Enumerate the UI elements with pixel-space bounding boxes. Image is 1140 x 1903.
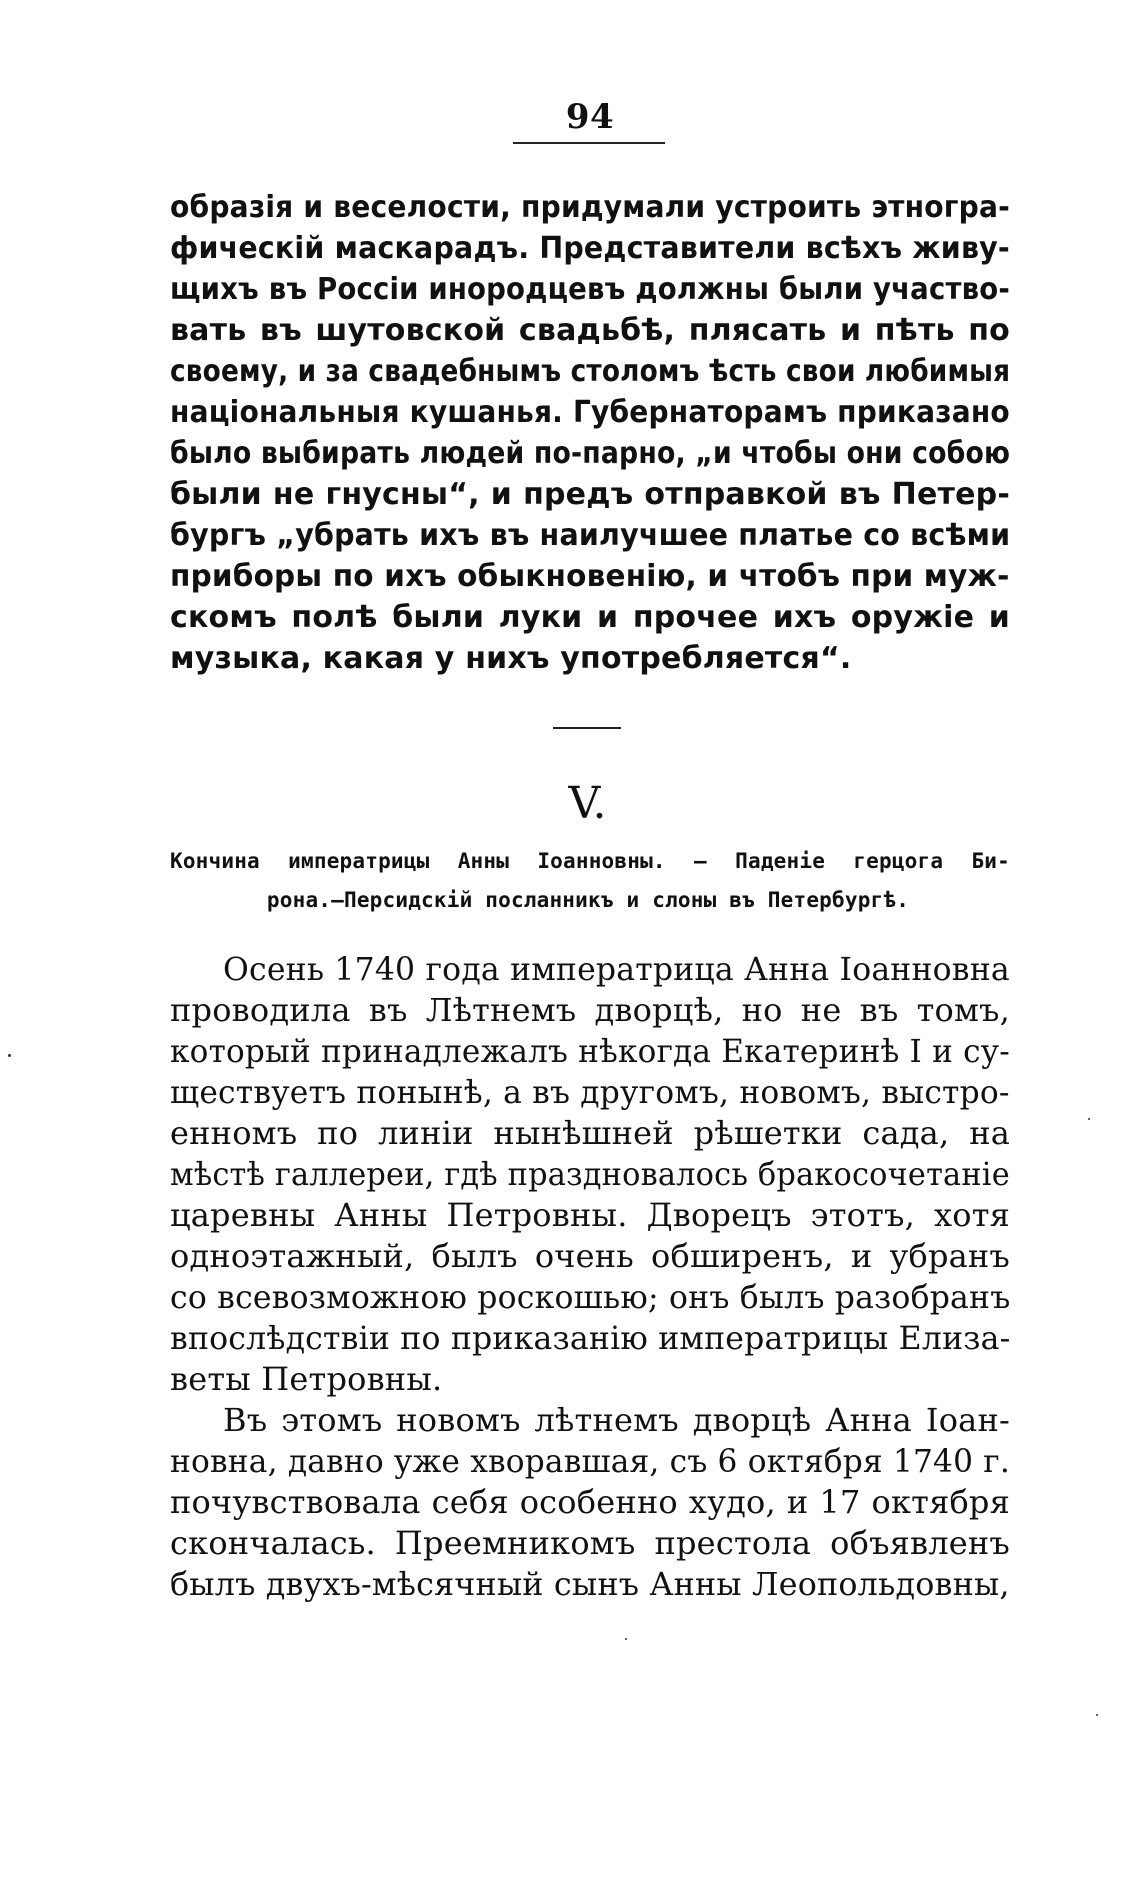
- upper-text-line-4: вать въ шутовской свадьбѣ, плясать и пѣть по: [170, 313, 1010, 348]
- paper-speck: [8, 1054, 11, 1057]
- lower-text-line-11: веты Петровны.: [170, 1360, 443, 1398]
- upper-text-line-6: національныя кушанья. Губернаторамъ приказано: [170, 395, 1010, 430]
- lower-text-line-1: Осень 1740 года императрица Анна Іоанновна: [223, 950, 1010, 988]
- upper-text-line-2: фическій маскарадъ. Представители всѣхъ живу-: [170, 231, 1010, 266]
- page-number: 94: [565, 97, 615, 137]
- lower-text-line-2: проводила въ Лѣтнемъ дворцѣ, но не въ томъ,: [170, 991, 1010, 1029]
- lower-text-line-14: почувствовала себя особенно худо, и 17 октября: [170, 1483, 1010, 1521]
- page-header: [505, 97, 675, 160]
- upper-text-line-7: было выбирать людей по-парно, „и чтобы они собою: [170, 436, 1011, 471]
- upper-text-line-12: музыка, какая у нихъ употребляется“.: [170, 641, 852, 676]
- upper-text-line-3: щихъ въ Россіи инородцевъ должны были участво-: [170, 272, 1010, 307]
- lower-text-line-9: со всевозможною роскошью; онъ былъ разобранъ: [170, 1278, 1011, 1316]
- page-number-rule: [513, 142, 665, 144]
- lower-text-line-16: былъ двухъ-мѣсячный сынъ Анны Леопольдовны,: [170, 1565, 1010, 1603]
- section-separator-rule: [553, 727, 621, 729]
- lower-text-line-12: Въ этомъ новомъ лѣтнемъ дворцѣ Анна Іоан-: [223, 1401, 1010, 1439]
- section-number: V.: [568, 778, 607, 829]
- upper-text-line-8: были не гнусны“, и предъ отправкой въ Петер-: [170, 477, 1010, 512]
- paper-speck: [625, 1638, 627, 1640]
- lower-text-line-15: скончалась. Преемникомъ престола объявленъ: [170, 1524, 1010, 1562]
- lower-text-line-6: мѣстѣ галлереи, гдѣ праздновалось бракосочетаніе: [170, 1155, 1010, 1193]
- lower-text-line-13: новна, давно уже хворавшая, съ 6 октября 1740 г.: [170, 1442, 1010, 1480]
- lower-text-line-7: царевны Анны Петровны. Дворецъ этотъ, хотя: [170, 1196, 1010, 1234]
- paper-speck: [1096, 1714, 1098, 1716]
- upper-text-line-9: бургъ „убрать ихъ въ наилучшее платье со всѣми: [170, 518, 1011, 553]
- section-heading-line-2: рона.—Персидскій посланникъ и слоны въ Петербургѣ.: [266, 888, 910, 912]
- paper-speck: [1088, 1118, 1090, 1120]
- upper-text-line-10: приборы по ихъ обыкновенію, и чтобъ при муж-: [170, 559, 1010, 594]
- lower-text-line-3: который принадлежалъ нѣкогда Екатеринѣ I и су-: [170, 1032, 1010, 1070]
- lower-text-line-10: впослѣдствіи по приказанію императрицы Елиза-: [170, 1319, 1011, 1357]
- upper-text-line-11: скомъ полѣ были луки и прочее ихъ оружіе и: [170, 600, 1010, 635]
- lower-text-line-4: ществуетъ понынѣ, а въ другомъ, новомъ, выстро-: [170, 1073, 1010, 1111]
- lower-text-line-8: одноэтажный, былъ очень обширенъ, и убранъ: [170, 1237, 1010, 1275]
- upper-text-line-5: своему, и за свадебнымъ столомъ ѣсть свои любимыя: [170, 354, 1011, 389]
- lower-text-line-5: енномъ по линіи нынѣшней рѣшетки сада, на: [170, 1114, 1010, 1152]
- upper-text-line-1: образія и веселости, придумали устроить этногра-: [170, 190, 1011, 225]
- section-heading-line-1: Кончина императрицы Анны Іоанновны. — Паденіе герцога Би-: [170, 849, 1010, 873]
